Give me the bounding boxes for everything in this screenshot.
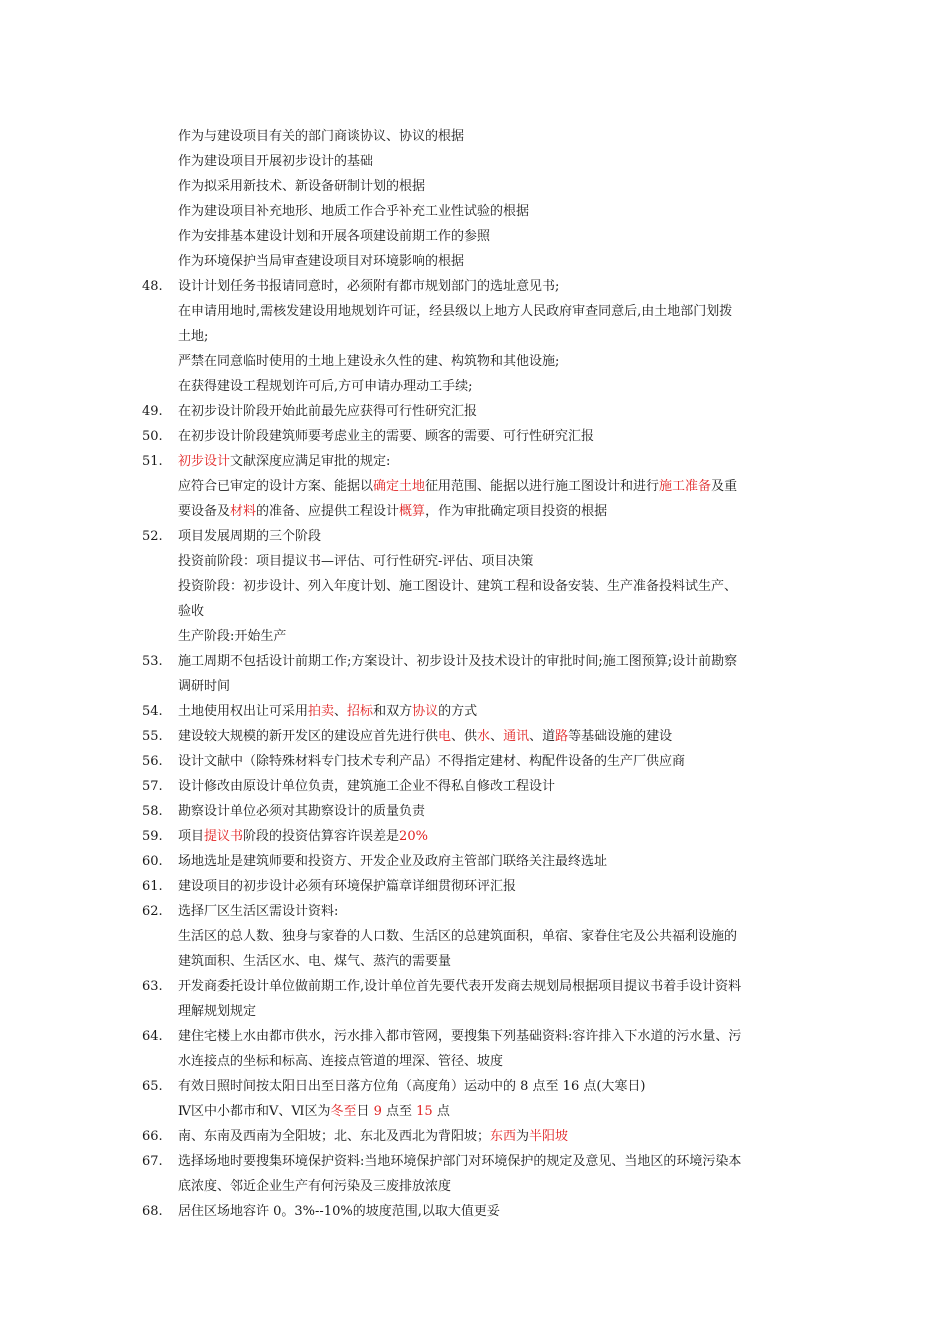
text-segment: 项目 [178, 829, 205, 844]
item-number: 56. [142, 754, 163, 769]
text-line: 设计修改由原设计单位负责，建筑施工企业不得私自修改工程设计 [178, 779, 556, 794]
item-number: 54. [142, 704, 163, 719]
item-number: 60. [142, 854, 163, 869]
text-line [178, 499, 820, 524]
highlighted-text: 确定土地 [373, 479, 426, 494]
numbered-item [130, 1024, 820, 1074]
item-number: 63. [142, 979, 163, 994]
text-line: 作为建设项目补充地形、地质工作合乎补充工业性试验的根据 [178, 204, 530, 219]
numbered-item [130, 899, 820, 974]
item-number: 59. [142, 829, 163, 844]
text-segment: 文献深度应满足审批的规定: [230, 454, 391, 469]
text-segment: 、 [334, 704, 348, 719]
highlighted-text: 电 [438, 729, 452, 744]
text-line [178, 824, 820, 849]
numbered-item [130, 424, 820, 449]
item-number: 58. [142, 804, 163, 819]
text-line: 建筑面积、生活区水、电、煤气、蒸汽的需要量 [178, 954, 452, 969]
highlighted-text: 水 [477, 729, 491, 744]
text-line: 居住区场地容许 0。3%--10%的坡度范围,以取大值更妥 [178, 1204, 500, 1219]
numbered-item [130, 874, 820, 899]
text-segment: 等基础设施的建设 [568, 729, 673, 744]
numbered-item [130, 849, 820, 874]
text-line: 施工周期不包括设计前期工作;方案设计、初步设计及技术设计的审批时间;施工图预算;设计前勘察 [178, 654, 738, 669]
text-line: 在获得建设工程规划许可后,方可申请办理动工手续; [178, 379, 473, 394]
text-line: 严禁在同意临时使用的土地上建设永久性的建、构筑物和其他设施; [178, 354, 560, 369]
text-segment: 和双方 [373, 704, 413, 719]
text-segment: 有效日照时间按太阳日出至日落方位角（高度角）运动中的 8 点至 16 点(大寒日) [178, 1079, 646, 1094]
numbered-item [130, 699, 820, 724]
numbered-item [130, 824, 820, 849]
text-segment: ，作为审批确定项目投资的根据 [425, 504, 608, 519]
highlighted-text: 招标 [347, 704, 374, 719]
highlighted-text: 9 [373, 1104, 382, 1119]
item-number: 62. [142, 904, 163, 919]
text-segment: 日 [356, 1104, 374, 1119]
text-line [178, 474, 820, 499]
numbered-item [130, 399, 820, 424]
text-segment: 的方式 [438, 704, 478, 719]
text-line: 开发商委托设计单位做前期工作,设计单位首先要代表开发商去规划局根据项目提议书着手设计资料 [178, 979, 742, 994]
text-line: 在申请用地时,需核发建设用地规划许可证，经县级以上地方人民政府审查同意后,由土地部门划拨 [178, 304, 733, 319]
highlighted-text: 概算 [399, 504, 426, 519]
text-segment: Ⅳ区中小都市和Ⅴ、Ⅵ区为 [178, 1104, 331, 1119]
text-line: 生活区的总人数、独身与家眷的人口数、生活区的总建筑面积，单宿、家眷住宅及公共福利设施的 [178, 929, 738, 944]
highlighted-text: 拍卖 [308, 704, 335, 719]
item-number: 64. [142, 1029, 163, 1044]
item-number: 67. [142, 1154, 163, 1169]
numbered-item [130, 724, 820, 749]
numbered-item [130, 1149, 820, 1199]
text-line: 项目发展周期的三个阶段 [178, 529, 322, 544]
item-number: 57. [142, 779, 163, 794]
item-number: 50. [142, 429, 163, 444]
text-line: 设计文献中（除特殊材料专门技术专利产品）不得指定建材、构配件设备的生产厂供应商 [178, 754, 686, 769]
text-line: 作为建设项目开展初步设计的基础 [178, 154, 374, 169]
numbered-item [130, 274, 820, 399]
item-number: 49. [142, 404, 163, 419]
item-number: 55. [142, 729, 163, 744]
text-line [178, 449, 820, 474]
numbered-item [130, 749, 820, 774]
numbered-item [130, 1199, 820, 1224]
highlighted-text: 半阳坡 [529, 1129, 569, 1144]
text-line: 选择厂区生活区需设计资料: [178, 904, 339, 919]
text-line: 投资前阶段：项目提议书—评估、可行性研究-评估、项目决策 [178, 554, 534, 569]
text-segment: 及重 [711, 479, 738, 494]
numbered-item [130, 774, 820, 799]
text-line: 建设项目的初步设计必须有环境保护篇章详细贯彻环评汇报 [178, 879, 517, 894]
highlighted-text: 通讯 [503, 729, 530, 744]
numbered-item [130, 1074, 820, 1124]
text-line [178, 1124, 820, 1149]
text-line: 场地选址是建筑师要和投资方、开发企业及政府主管部门联络关注最终选址 [178, 854, 608, 869]
text-segment: 建设较大规模的新开发区的建设应首先进行供 [178, 729, 439, 744]
item-number: 51. [142, 454, 163, 469]
text-segment: 的准备、应提供工程设计 [256, 504, 400, 519]
highlighted-text: 15 [416, 1104, 433, 1119]
text-line: 作为与建设项目有关的部门商谈协议、协议的根据 [178, 129, 465, 144]
text-line: 调研时间 [178, 679, 231, 694]
text-line: 选择场地时要搜集环境保护资料:当地环境保护部门对环境保护的规定及意见、当地区的环境污染本 [178, 1154, 742, 1169]
numbered-item [130, 1124, 820, 1149]
text-segment: 征用范围、能据以进行施工图设计和进行 [425, 479, 660, 494]
numbered-item [130, 524, 820, 649]
highlighted-text: 初步设计 [178, 454, 231, 469]
text-line: 在初步设计阶段建筑师要考虑业主的需要、顾客的需要、可行性研究汇报 [178, 429, 595, 444]
text-line [178, 1099, 820, 1124]
text-segment: 点至 [381, 1104, 417, 1119]
numbered-item [130, 799, 820, 824]
text-line [178, 724, 820, 749]
numbered-item [130, 449, 820, 524]
highlighted-text: 提议书 [204, 829, 244, 844]
document-body [130, 124, 820, 1224]
numbered-item [130, 974, 820, 1024]
item-number: 66. [142, 1129, 163, 1144]
text-line: 在初步设计阶段开始此前最先应获得可行性研究汇报 [178, 404, 478, 419]
numbered-item [130, 649, 820, 699]
text-segment: 南、东南及西南为全阳坡；北、东北及西北为背阳坡； [178, 1129, 491, 1144]
highlighted-text: 施工准备 [659, 479, 712, 494]
text-line: 理解规划规定 [178, 1004, 257, 1019]
item-number: 52. [142, 529, 163, 544]
text-segment: 、供 [451, 729, 478, 744]
highlighted-text: 东西 [490, 1129, 517, 1144]
text-segment: 点 [432, 1104, 450, 1119]
text-line: 建住宅楼上水由都市供水，污水排入都市管网，要搜集下列基础资料:容许排入下水道的污水量、污 [178, 1029, 742, 1044]
text-line [178, 699, 820, 724]
text-line: 作为拟采用新技术、新设备研制计划的根据 [178, 179, 426, 194]
text-line: 作为环境保护当局审查建设项目对环境影响的根据 [178, 254, 465, 269]
text-segment: 土地使用权出让可采用 [178, 704, 309, 719]
highlighted-text: 20% [399, 829, 428, 844]
text-line: 投资阶段：初步设计、列入年度计划、施工图设计、建筑工程和设备安装、生产准备投料试生产、 [178, 579, 738, 594]
text-line: 生产阶段:开始生产 [178, 629, 287, 644]
highlighted-text: 冬至 [330, 1104, 357, 1119]
item-number: 68. [142, 1204, 163, 1219]
highlighted-text: 协议 [412, 704, 439, 719]
text-segment: 应符合已审定的设计方案、能据以 [178, 479, 374, 494]
text-line: 底浓度、邻近企业生产有何污染及三废排放浓度 [178, 1179, 452, 1194]
text-line: 水连接点的坐标和标高、连接点管道的埋深、管径、坡度 [178, 1054, 504, 1069]
text-line: 设计计划任务书报请同意时，必须附有都市规划部门的选址意见书; [178, 279, 560, 294]
item-number: 53. [142, 654, 163, 669]
text-line: 验收 [178, 604, 205, 619]
highlighted-text: 路 [555, 729, 569, 744]
text-segment: 要设备及 [178, 504, 231, 519]
item-number: 48. [142, 279, 163, 294]
intro-block [130, 124, 820, 274]
text-segment: 、道 [529, 729, 556, 744]
text-segment: 阶段的投资估算容许误差是 [243, 829, 400, 844]
text-line [178, 1074, 820, 1099]
highlighted-text: 材料 [230, 504, 257, 519]
item-number: 61. [142, 879, 163, 894]
text-line: 作为安排基本建设计划和开展各项建设前期工作的参照 [178, 229, 491, 244]
text-segment: 为 [516, 1129, 530, 1144]
text-line: 勘察设计单位必须对其勘察设计的质量负责 [178, 804, 426, 819]
item-number: 65. [142, 1079, 163, 1094]
text-segment: 、 [490, 729, 504, 744]
text-line: 土地; [178, 329, 209, 344]
